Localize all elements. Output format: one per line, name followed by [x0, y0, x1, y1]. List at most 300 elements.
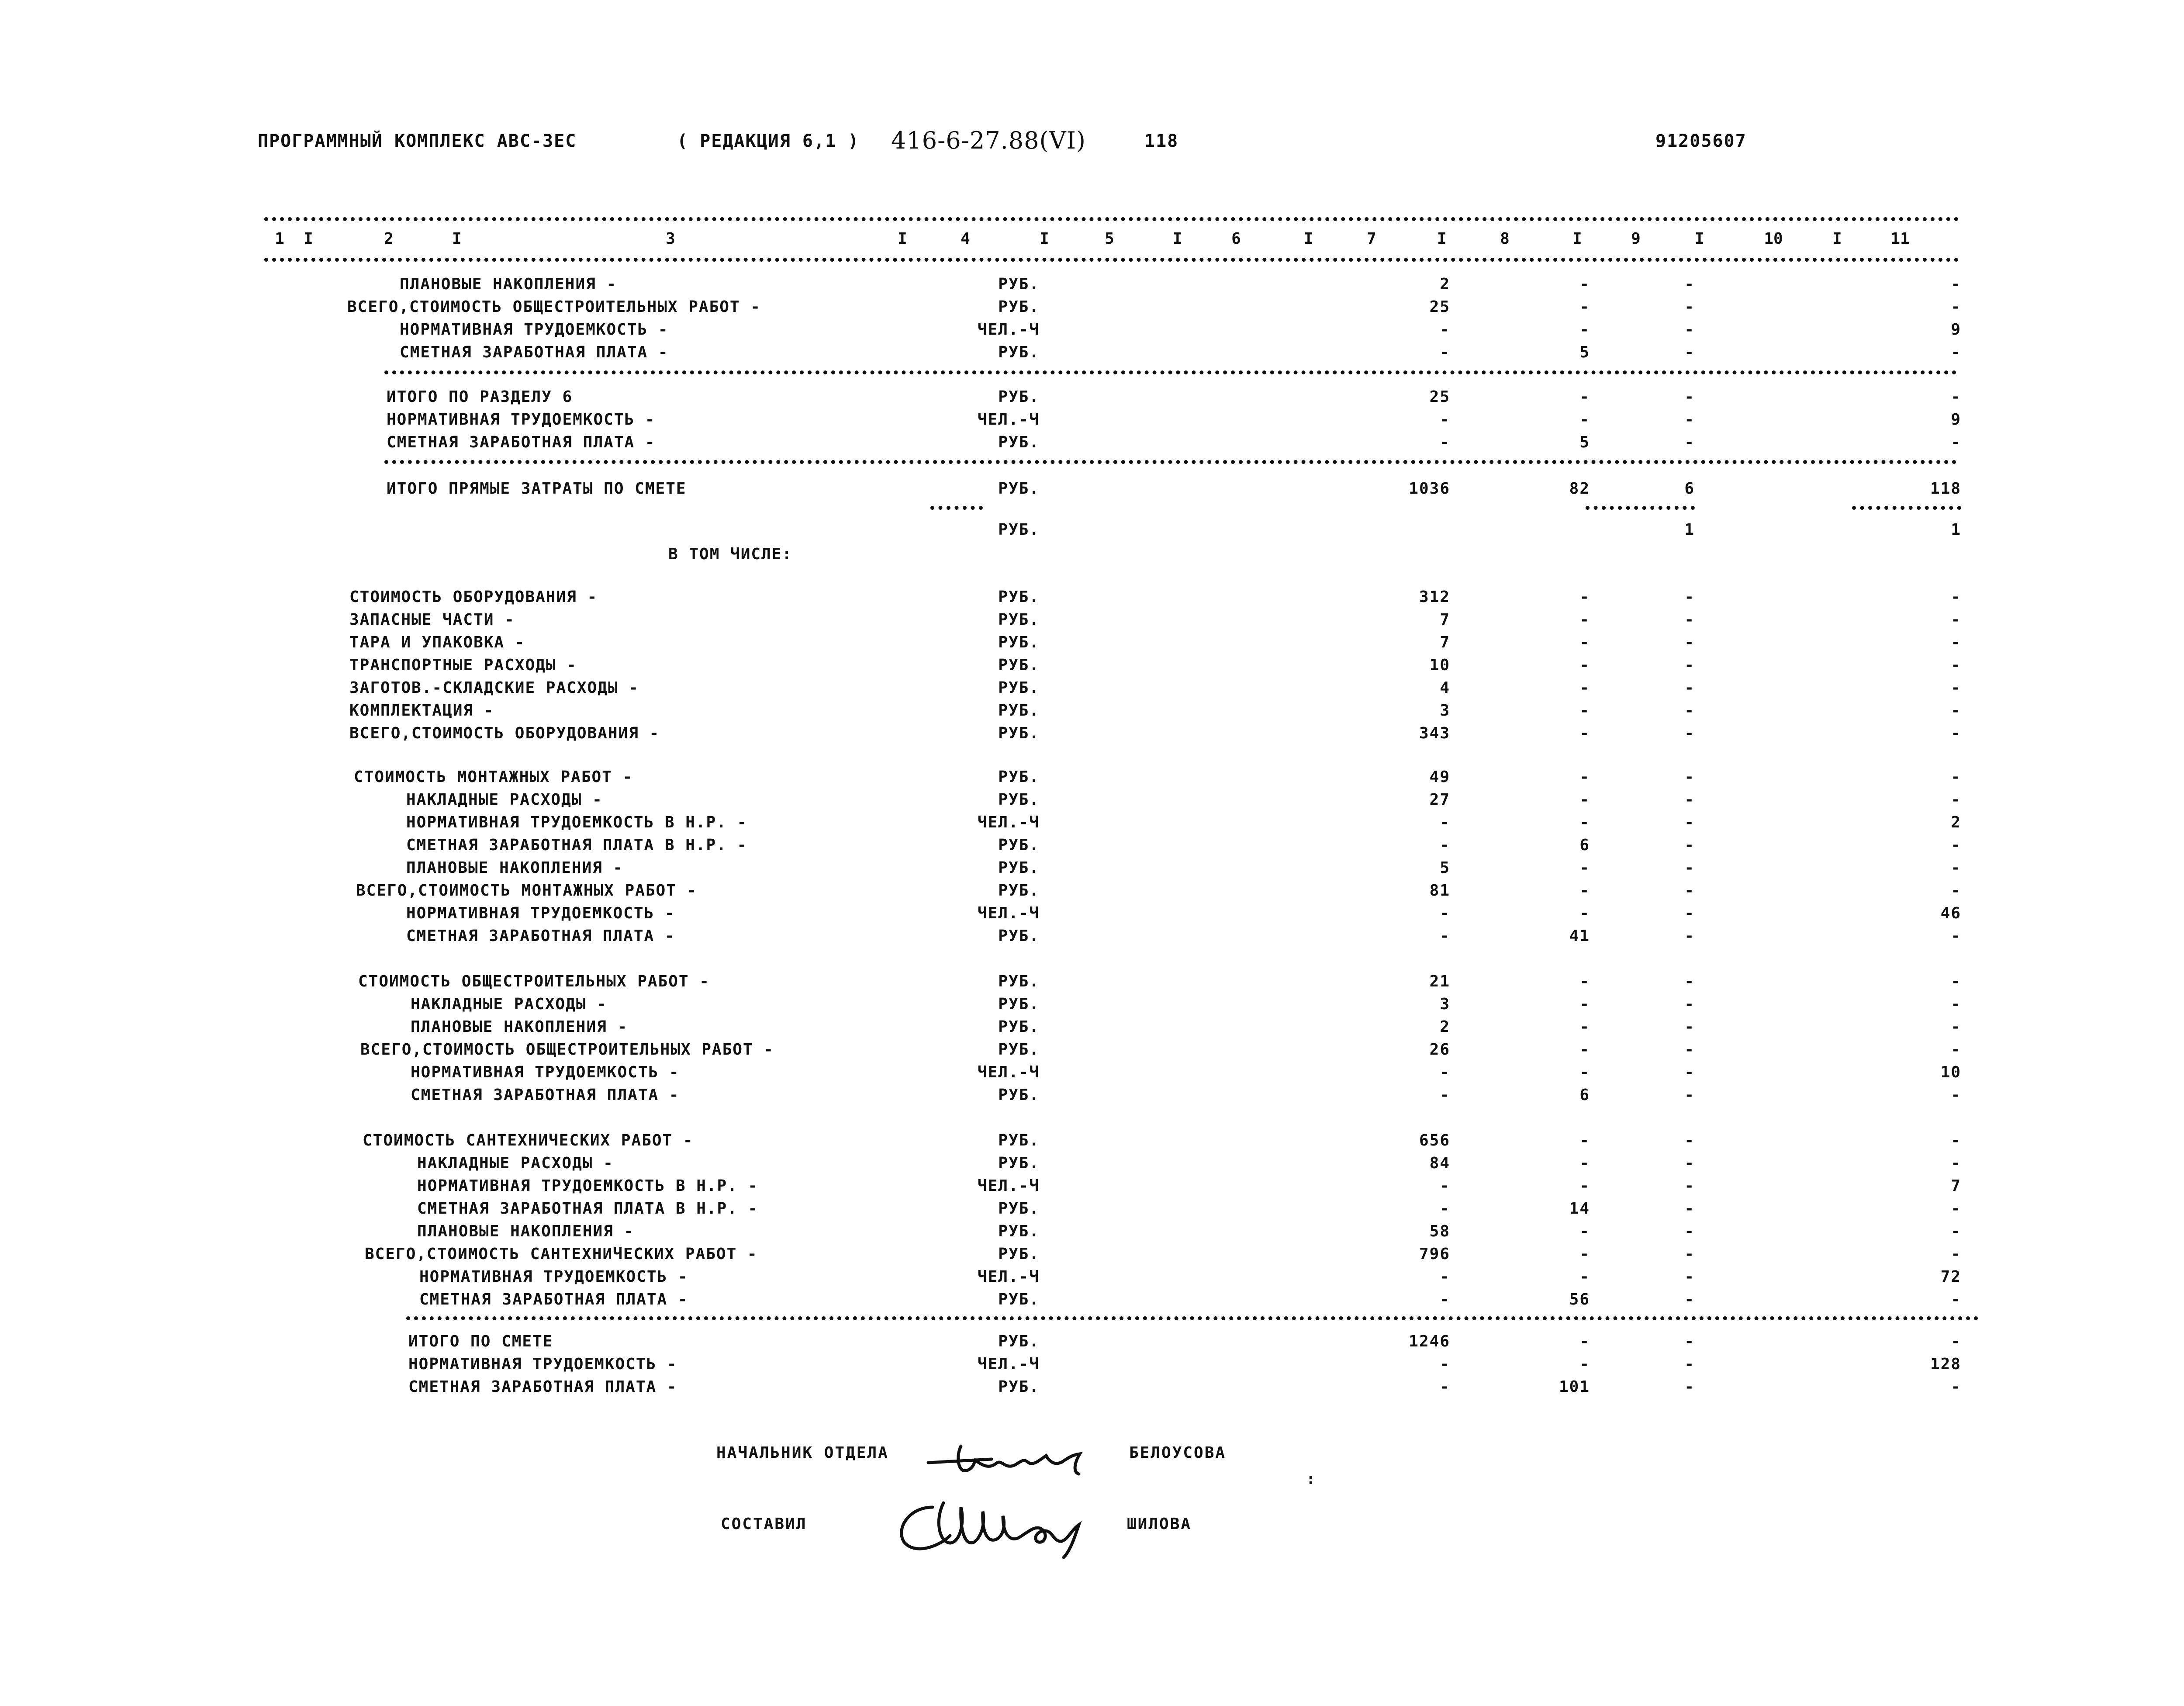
row-value-col7: 4 [1440, 679, 1450, 697]
row-value-col9: - [1684, 1177, 1695, 1195]
row-value-col11: - [1951, 1332, 1961, 1350]
row-unit: РУБ. [998, 768, 1040, 786]
row-label: НОРМАТИВНАЯ ТРУДОЕМКОСТЬ - [400, 321, 669, 339]
row-value-col9: - [1684, 836, 1695, 854]
row-label: НАКЛАДНЫЕ РАСХОДЫ - [406, 791, 603, 809]
row-value-col8: - [1579, 1245, 1590, 1263]
row-value-col7: 26 [1429, 1041, 1450, 1059]
row-value-col8: - [1579, 321, 1590, 339]
row-value-col7: 3 [1440, 995, 1450, 1013]
row-value-col9: - [1684, 1041, 1695, 1059]
row-value-col7: - [1440, 927, 1450, 945]
row-unit: ЧЕЛ.-Ч [977, 1177, 1040, 1195]
row-value-col7: - [1440, 321, 1450, 339]
row-value-col9: - [1684, 1332, 1695, 1350]
column-number: 3 [666, 230, 675, 248]
table-row [0, 1245, 2184, 1268]
table-row [0, 275, 2184, 298]
row-value-col7: 3 [1440, 702, 1450, 720]
row-value-col7: 49 [1429, 768, 1450, 786]
row-unit: ЧЕЛ.-Ч [977, 1268, 1040, 1286]
row-value-col8: - [1579, 656, 1590, 674]
row-unit: ЧЕЛ.-Ч [977, 904, 1040, 922]
row-value-col9: - [1684, 433, 1695, 451]
row-label: ИТОГО ПО СМЕТЕ [408, 1332, 553, 1350]
row-label: НОРМАТИВНАЯ ТРУДОЕМКОСТЬ - [411, 1063, 680, 1081]
table-row [0, 972, 2184, 995]
row-label: ВСЕГО,СТОИМОСТЬ ОБОРУДОВАНИЯ - [349, 724, 660, 742]
row-value-col11: - [1951, 656, 1961, 674]
row-value-col7: - [1440, 813, 1450, 831]
column-number: 4 [961, 230, 970, 248]
row-label: СМЕТНАЯ ЗАРАБОТНАЯ ПЛАТА В Н.Р. - [406, 836, 748, 854]
compiler-signature [891, 1494, 1118, 1564]
row-value-col9: - [1684, 1132, 1695, 1149]
table-row [0, 1063, 2184, 1086]
row-value-col7: - [1440, 1200, 1450, 1218]
row-value-col7: 58 [1429, 1222, 1450, 1240]
row-unit: РУБ. [998, 1132, 1040, 1149]
row-value-col8: - [1579, 679, 1590, 697]
table-row [0, 1086, 2184, 1109]
row-unit: РУБ. [998, 656, 1040, 674]
row-label: ИТОГО ПРЯМЫЕ ЗАТРАТЫ ПО СМЕТЕ [387, 480, 687, 498]
head-signature [926, 1429, 1109, 1481]
row-value-col8: - [1579, 633, 1590, 651]
row-value-col9: - [1684, 768, 1695, 786]
row-unit: РУБ. [998, 791, 1040, 809]
row-value-col8: - [1579, 768, 1590, 786]
row-value-col9: - [1684, 1154, 1695, 1172]
row-unit: РУБ. [998, 679, 1040, 697]
row-value-col8: - [1579, 1222, 1590, 1240]
row-value-col11: - [1951, 388, 1961, 406]
row-unit: ЧЕЛ.-Ч [977, 1355, 1040, 1373]
subtotal-rule [1586, 506, 1695, 510]
row-unit: РУБ. [998, 433, 1040, 451]
row-value-col8: - [1579, 1268, 1590, 1286]
row-value-col11: 118 [1930, 480, 1961, 498]
row-value-col11: - [1951, 882, 1961, 900]
row-value-col9: - [1684, 1018, 1695, 1036]
row-label: ВСЕГО,СТОИМОСТЬ МОНТАЖНЫХ РАБОТ - [356, 882, 698, 900]
row-value-col7: 81 [1429, 882, 1450, 900]
row-value-col7: 7 [1440, 633, 1450, 651]
row-value-col9: - [1684, 633, 1695, 651]
row-value-col9: - [1684, 995, 1695, 1013]
table-row [0, 1222, 2184, 1245]
row-value-col7: 25 [1429, 388, 1450, 406]
row-value-col7: 796 [1419, 1245, 1450, 1263]
row-value-col11: - [1951, 791, 1961, 809]
row-value-col9: - [1684, 298, 1695, 316]
row-value-col9: - [1684, 588, 1695, 606]
column-number: 5 [1105, 230, 1114, 248]
row-value-col11: - [1951, 972, 1961, 990]
row-label: ВСЕГО,СТОИМОСТЬ САНТЕХНИЧЕСКИХ РАБОТ - [365, 1245, 758, 1263]
column-number: 11 [1890, 230, 1910, 248]
table-row [0, 1154, 2184, 1177]
row-value-col11: - [1951, 588, 1961, 606]
subtotal-rule [1852, 506, 1961, 510]
row-value-col9: - [1684, 611, 1695, 629]
row-label: СТОИМОСТЬ САНТЕХНИЧЕСКИХ РАБОТ - [363, 1132, 694, 1149]
row-value-col8: 56 [1569, 1291, 1590, 1308]
row-value-col7: - [1440, 1355, 1450, 1373]
row-value-col8: - [1579, 904, 1590, 922]
row-label: НОРМАТИВНАЯ ТРУДОЕМКОСТЬ В Н.Р. - [406, 813, 748, 831]
row-value-col9: - [1684, 972, 1695, 990]
table-row [0, 298, 2184, 321]
row-value-col9: 6 [1684, 480, 1695, 498]
document-number: 91205607 [1655, 131, 1747, 151]
row-value-col11: - [1951, 927, 1961, 945]
row-value-col9: - [1684, 679, 1695, 697]
row-unit: РУБ. [998, 972, 1040, 990]
row-value-col11: - [1951, 1378, 1961, 1396]
row-value-col11: - [1951, 995, 1961, 1013]
edition-label: ( РЕДАКЦИЯ 6,1 ) [677, 131, 860, 151]
table-row [0, 1268, 2184, 1291]
row-unit: РУБ. [998, 859, 1040, 877]
row-value-col8: - [1579, 702, 1590, 720]
row-value-col11: - [1951, 298, 1961, 316]
header-bottom-rule [264, 258, 1959, 262]
row-value-col7: 312 [1419, 588, 1450, 606]
row-label: НОРМАТИВНАЯ ТРУДОЕМКОСТЬ В Н.Р. - [417, 1177, 759, 1195]
row-value-col7: - [1440, 433, 1450, 451]
row-label: ВСЕГО,СТОИМОСТЬ ОБЩЕСТРОИТЕЛЬНЫХ РАБОТ - [360, 1041, 774, 1059]
table-row [0, 611, 2184, 633]
row-label: НОРМАТИВНАЯ ТРУДОЕМКОСТЬ - [387, 411, 656, 429]
row-label: КОМПЛЕКТАЦИЯ - [349, 702, 494, 720]
table-row [0, 388, 2184, 411]
table-row [0, 1018, 2184, 1041]
row-value-col7: - [1440, 836, 1450, 854]
header-top-rule [264, 217, 1959, 221]
row-value-col11: - [1951, 275, 1961, 293]
row-label: СТОИМОСТЬ ОБЩЕСТРОИТЕЛЬНЫХ РАБОТ - [358, 972, 710, 990]
table-row [0, 545, 2184, 568]
row-unit: РУБ. [998, 275, 1040, 293]
row-value-col8: 82 [1569, 480, 1590, 498]
page-number: 118 [1144, 131, 1179, 151]
row-unit: РУБ. [998, 1222, 1040, 1240]
row-value-col11: - [1951, 1018, 1961, 1036]
row-value-col11: 46 [1940, 904, 1961, 922]
row-value-col9: 1 [1684, 521, 1695, 539]
section-rule [406, 1316, 1979, 1320]
table-row [0, 813, 2184, 836]
table-row [0, 1332, 2184, 1355]
row-label: СТОИМОСТЬ МОНТАЖНЫХ РАБОТ - [354, 768, 633, 786]
compiler-name: ШИЛОВА [1127, 1515, 1192, 1533]
table-row [0, 995, 2184, 1018]
row-value-col9: - [1684, 343, 1695, 361]
row-value-col11: - [1951, 1132, 1961, 1149]
row-value-col8: - [1579, 972, 1590, 990]
row-label: СТОИМОСТЬ ОБОРУДОВАНИЯ - [349, 588, 598, 606]
row-value-col9: - [1684, 321, 1695, 339]
row-value-col7: - [1440, 1177, 1450, 1195]
row-value-col7: - [1440, 1268, 1450, 1286]
row-value-col9: - [1684, 656, 1695, 674]
row-value-col8: - [1579, 1018, 1590, 1036]
row-unit: РУБ. [998, 611, 1040, 629]
row-value-col9: - [1684, 904, 1695, 922]
row-value-col11: - [1951, 768, 1961, 786]
row-value-col11: - [1951, 1291, 1961, 1308]
row-unit: РУБ. [998, 1332, 1040, 1350]
column-number: 10 [1764, 230, 1783, 248]
row-value-col7: 84 [1429, 1154, 1450, 1172]
row-value-col8: - [1579, 1177, 1590, 1195]
row-value-col8: 14 [1569, 1200, 1590, 1218]
row-value-col11: 9 [1951, 321, 1961, 339]
row-value-col7: - [1440, 1063, 1450, 1081]
row-value-col8: - [1579, 1355, 1590, 1373]
row-value-col8: - [1579, 882, 1590, 900]
section-rule [384, 370, 1957, 374]
column-number: 2 [384, 230, 394, 248]
row-value-col8: - [1579, 1041, 1590, 1059]
table-row [0, 588, 2184, 611]
row-value-col7: 2 [1440, 1018, 1450, 1036]
row-unit: РУБ. [998, 702, 1040, 720]
row-value-col7: 2 [1440, 275, 1450, 293]
row-value-col9: - [1684, 1222, 1695, 1240]
row-unit: РУБ. [998, 882, 1040, 900]
row-label: СМЕТНАЯ ЗАРАБОТНАЯ ПЛАТА - [406, 927, 675, 945]
column-number: 7 [1367, 230, 1376, 248]
row-unit: РУБ. [998, 298, 1040, 316]
row-value-col11: - [1951, 1041, 1961, 1059]
row-label: СМЕТНАЯ ЗАРАБОТНАЯ ПЛАТА - [411, 1086, 680, 1104]
row-value-col9: - [1684, 1245, 1695, 1263]
table-row [0, 1200, 2184, 1222]
row-unit: РУБ. [998, 1154, 1040, 1172]
row-label: ПЛАНОВЫЕ НАКОПЛЕНИЯ - [400, 275, 617, 293]
row-unit: РУБ. [998, 927, 1040, 945]
row-value-col11: - [1951, 679, 1961, 697]
table-row [0, 480, 2184, 502]
row-value-col11: 1 [1951, 521, 1961, 539]
row-label: В ТОМ ЧИСЛЕ: [668, 545, 793, 563]
table-row [0, 633, 2184, 656]
program-name: ПРОГРАММНЫЙ КОМПЛЕКС АВС-ЗЕС [258, 131, 577, 151]
row-unit: РУБ. [998, 724, 1040, 742]
row-unit: РУБ. [998, 1041, 1040, 1059]
row-unit: РУБ. [998, 1245, 1040, 1263]
table-row [0, 1291, 2184, 1313]
row-value-col7: - [1440, 1086, 1450, 1104]
row-value-col9: - [1684, 859, 1695, 877]
row-value-col7: 5 [1440, 859, 1450, 877]
row-value-col9: - [1684, 1378, 1695, 1396]
document-code: 416-6-27.88(VI) [891, 127, 1086, 154]
row-label: ПЛАНОВЫЕ НАКОПЛЕНИЯ - [406, 859, 624, 877]
row-unit: РУБ. [998, 633, 1040, 651]
compiler-title: СОСТАВИЛ [721, 1515, 807, 1533]
row-value-col9: - [1684, 702, 1695, 720]
row-value-col9: - [1684, 388, 1695, 406]
row-label: НОРМАТИВНАЯ ТРУДОЕМКОСТЬ - [419, 1268, 688, 1286]
table-row [0, 1378, 2184, 1401]
row-unit: РУБ. [998, 588, 1040, 606]
row-value-col9: - [1684, 1200, 1695, 1218]
row-value-col8: 101 [1559, 1378, 1590, 1396]
table-row [0, 927, 2184, 950]
column-number: 6 [1231, 230, 1241, 248]
table-row [0, 411, 2184, 433]
row-unit: ЧЕЛ.-Ч [977, 1063, 1040, 1081]
row-unit: РУБ. [998, 1018, 1040, 1036]
row-value-col8: - [1579, 611, 1590, 629]
row-value-col9: - [1684, 813, 1695, 831]
row-value-col9: - [1684, 724, 1695, 742]
row-value-col8: - [1579, 411, 1590, 429]
row-unit: РУБ. [998, 1086, 1040, 1104]
table-row [0, 791, 2184, 813]
row-value-col9: - [1684, 411, 1695, 429]
row-unit: ЧЕЛ.-Ч [977, 411, 1040, 429]
head-of-department-name: БЕЛОУСОВА [1129, 1444, 1227, 1462]
row-label: ТРАНСПОРТНЫЕ РАСХОДЫ - [349, 656, 577, 674]
row-value-col9: - [1684, 1355, 1695, 1373]
row-unit: ЧЕЛ.-Ч [977, 813, 1040, 831]
row-label: НАКЛАДНЫЕ РАСХОДЫ - [411, 995, 607, 1013]
row-unit: РУБ. [998, 480, 1040, 498]
row-unit: РУБ. [998, 1291, 1040, 1308]
row-label: СМЕТНАЯ ЗАРАБОТНАЯ ПЛАТА - [387, 433, 656, 451]
row-value-col7: - [1440, 1291, 1450, 1308]
table-row [0, 1132, 2184, 1154]
row-value-col7: 656 [1419, 1132, 1450, 1149]
row-value-col7: - [1440, 343, 1450, 361]
row-value-col8: 5 [1579, 433, 1590, 451]
row-value-col11: - [1951, 1086, 1961, 1104]
row-label: НОРМАТИВНАЯ ТРУДОЕМКОСТЬ - [408, 1355, 677, 1373]
row-unit: РУБ. [998, 995, 1040, 1013]
row-value-col8: - [1579, 1154, 1590, 1172]
row-value-col8: - [1579, 859, 1590, 877]
row-value-col8: 5 [1579, 343, 1590, 361]
row-value-col11: 9 [1951, 411, 1961, 429]
row-label: ПЛАНОВЫЕ НАКОПЛЕНИЯ - [417, 1222, 635, 1240]
column-number: 9 [1631, 230, 1641, 248]
row-label: СМЕТНАЯ ЗАРАБОТНАЯ ПЛАТА - [408, 1378, 677, 1396]
table-row [0, 1355, 2184, 1378]
row-value-col7: 1036 [1409, 480, 1450, 498]
row-label: СМЕТНАЯ ЗАРАБОТНАЯ ПЛАТА - [419, 1291, 688, 1308]
row-value-col8: - [1579, 1332, 1590, 1350]
column-number-row: 1 I 2 I 3 I 4 I 5 I 6 I 7 I 8 I 9 I 10 I 11 [264, 227, 1968, 252]
row-value-col9: - [1684, 1291, 1695, 1308]
row-value-col11: - [1951, 343, 1961, 361]
table-row [0, 859, 2184, 882]
row-value-col7: 1246 [1409, 1332, 1450, 1350]
table-row [0, 904, 2184, 927]
row-label: ТАРА И УПАКОВКА - [349, 633, 525, 651]
table-row [0, 1041, 2184, 1063]
row-value-col8: 6 [1579, 1086, 1590, 1104]
row-value-col7: - [1440, 411, 1450, 429]
row-value-col11: - [1951, 611, 1961, 629]
row-value-col11: - [1951, 836, 1961, 854]
column-number: 1 [275, 230, 284, 248]
row-value-col11: 72 [1940, 1268, 1961, 1286]
row-label: СМЕТНАЯ ЗАРАБОТНАЯ ПЛАТА В Н.Р. - [417, 1200, 759, 1218]
row-value-col7: 7 [1440, 611, 1450, 629]
row-value-col8: - [1579, 724, 1590, 742]
row-value-col9: - [1684, 927, 1695, 945]
row-label: СМЕТНАЯ ЗАРАБОТНАЯ ПЛАТА - [400, 343, 669, 361]
table-row [0, 836, 2184, 859]
row-label: НАКЛАДНЫЕ РАСХОДЫ - [417, 1154, 614, 1172]
row-value-col8: - [1579, 1132, 1590, 1149]
table-row [0, 724, 2184, 747]
row-label: НОРМАТИВНАЯ ТРУДОЕМКОСТЬ - [406, 904, 675, 922]
row-value-col9: - [1684, 275, 1695, 293]
table-row [0, 321, 2184, 343]
row-value-col11: - [1951, 724, 1961, 742]
row-label: ПЛАНОВЫЕ НАКОПЛЕНИЯ - [411, 1018, 628, 1036]
column-number: 8 [1500, 230, 1510, 248]
row-value-col8: - [1579, 995, 1590, 1013]
row-value-col11: - [1951, 1245, 1961, 1263]
row-label: ЗАГОТОВ.-СКЛАДСКИЕ РАСХОДЫ - [349, 679, 639, 697]
row-unit: РУБ. [998, 521, 1040, 539]
section-rule [384, 460, 1957, 464]
row-unit: РУБ. [998, 1200, 1040, 1218]
row-value-col9: - [1684, 791, 1695, 809]
row-value-col8: - [1579, 791, 1590, 809]
row-value-col8: 41 [1569, 927, 1590, 945]
row-value-col9: - [1684, 1268, 1695, 1286]
table-row [0, 702, 2184, 724]
row-value-col8: - [1579, 1063, 1590, 1081]
row-label: ЗАПАСНЫЕ ЧАСТИ - [349, 611, 515, 629]
row-value-col8: - [1579, 588, 1590, 606]
table-row [0, 343, 2184, 366]
row-value-col11: - [1951, 633, 1961, 651]
row-value-col11: 128 [1930, 1355, 1961, 1373]
table-row [0, 433, 2184, 456]
subtotal-rule [930, 506, 983, 510]
row-value-col9: - [1684, 1086, 1695, 1104]
row-value-col7: 343 [1419, 724, 1450, 742]
row-value-col11: 7 [1951, 1177, 1961, 1195]
row-value-col11: - [1951, 1200, 1961, 1218]
row-value-col8: 6 [1579, 836, 1590, 854]
table-row [0, 1177, 2184, 1200]
row-unit: РУБ. [998, 836, 1040, 854]
row-value-col7: 21 [1429, 972, 1450, 990]
row-value-col9: - [1684, 882, 1695, 900]
table-row [0, 521, 2184, 543]
row-unit: РУБ. [998, 388, 1040, 406]
row-value-col9: - [1684, 1063, 1695, 1081]
row-unit: РУБ. [998, 343, 1040, 361]
row-label: ИТОГО ПО РАЗДЕЛУ 6 [387, 388, 573, 406]
row-value-col11: 10 [1940, 1063, 1961, 1081]
head-of-department-title: НАЧАЛЬНИК ОТДЕЛА [716, 1444, 889, 1462]
row-value-col8: - [1579, 813, 1590, 831]
row-label: ВСЕГО,СТОИМОСТЬ ОБЩЕСТРОИТЕЛЬНЫХ РАБОТ - [347, 298, 761, 316]
row-value-col7: 10 [1429, 656, 1450, 674]
row-value-col8: - [1579, 275, 1590, 293]
separator-mark: : [1306, 1470, 1317, 1488]
